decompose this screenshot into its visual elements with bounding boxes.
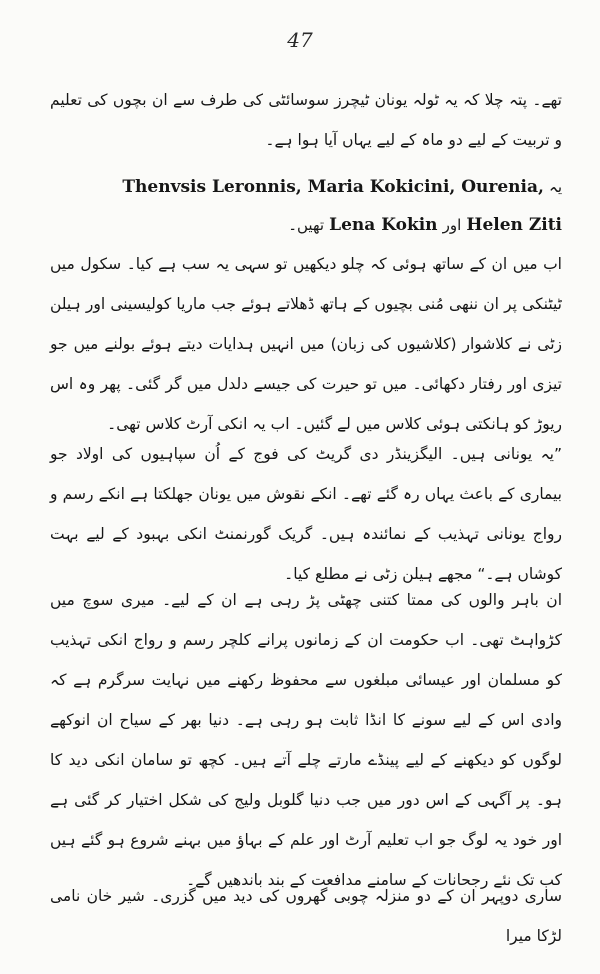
names-list: Thenvsis Leronnis, Maria Kokicini, Ourenia, [122, 177, 544, 197]
names-suffix: تھیں۔ [288, 216, 325, 234]
names-prefix: یہ [549, 178, 562, 196]
names-line-1 [50, 168, 562, 206]
paragraph-5: ساری دوپہر ان کے دو منزلہ چوبی گھروں کی دید میں گزری۔ شیر خان نامی لڑکا میرا [50, 887, 562, 945]
names-line-2 [50, 206, 562, 244]
name-lena-kokin: Lena Kokin [329, 215, 438, 235]
names-paragraph [50, 168, 562, 244]
paragraph-1: تھے۔ پتہ چلا کہ یہ ٹولہ یونان ٹیچرز سوسائٹی کی طرف سے ان بچوں کی تعلیم و تربیت کے لیے دو ماہ کے لیے یہاں آیا ہوا ہے۔ [50, 91, 562, 149]
paragraph-2: اب میں ان کے ساتھ ہوئی کہ چلو دیکھیں تو سہی یہ سب ہے کیا۔ سکول میں ٹیٹنکی پر ان ننھی مُنی بچیوں کے ہاتھ ڈھلاتے ہوئے جب ماریا کولیسینی اور ہیلن زٹی نے کلاشوار (کلاشیوں کی زبان) میں انہیں ہدایات دیتے ہوئے بولنے میں جو تیزی اور رفتار دکھائی۔ میں تو حیرت کی جیسے دلدل میں گر گئی۔ پھر وہ اس ریوڑ کو ہانکتی ہوئی کلاس میں لے گئیں۔ اب یہ انکی آرٹ کلاس تھی۔ [50, 255, 562, 433]
paragraph-4: ان باہر والوں کی ممتا کتنی چھٹی پڑ رہی ہے ان کے لیے۔ میری سوچ میں کڑواہٹ تھی۔ اب حکومت ان کے زمانوں پرانے کلچر رسم و رواج انکی تہذیب کو مسلمان اور عیسائی مبلغوں سے محفوظ رکھنے میں نہایت سرگرم ہے کہ وادی اس کے لیے سونے کا انڈا ثابت ہو رہی ہے۔ دنیا بھر کے سیاح ان انوکھے لوگوں کو دیکھنے کے لیے پینڈے مارتے چلے آتے ہیں۔ کچھ تو سامان انکی دید کا ہو۔ پر آگہی کے اس دور میں جب دنیا گلوبل ولیج کی شکل اختیار کر گئی ہے اور خود یہ لوگ جو اب تعلیم آرٹ اور علم کے بہاؤ میں بہنے شروع ہو گئے ہیں کب تک نئے رجحانات کے سامنے مدافعت کے بند باندھیں گے۔ [50, 591, 562, 889]
page-number: 47 [287, 28, 313, 52]
name-helen-ziti: Helen Ziti [466, 215, 562, 235]
names-and: اور [442, 216, 462, 234]
paragraph-3: ”یہ یونانی ہیں۔ الیگزینڈر دی گریٹ کی فوج کے اُن سپاہیوں کی اولاد جو بیماری کے باعث یہاں رہ گئے تھے۔ انکے نقوش میں یونان جھلکتا ہے انکے رسم و رواج یونانی تہذیب کے نمائندہ ہیں۔ گریک گورنمنٹ انکی بہبود کے لیے بہت کوشاں ہے۔“ مجھے ہیلن زٹی نے مطلع کیا۔ [50, 445, 562, 583]
